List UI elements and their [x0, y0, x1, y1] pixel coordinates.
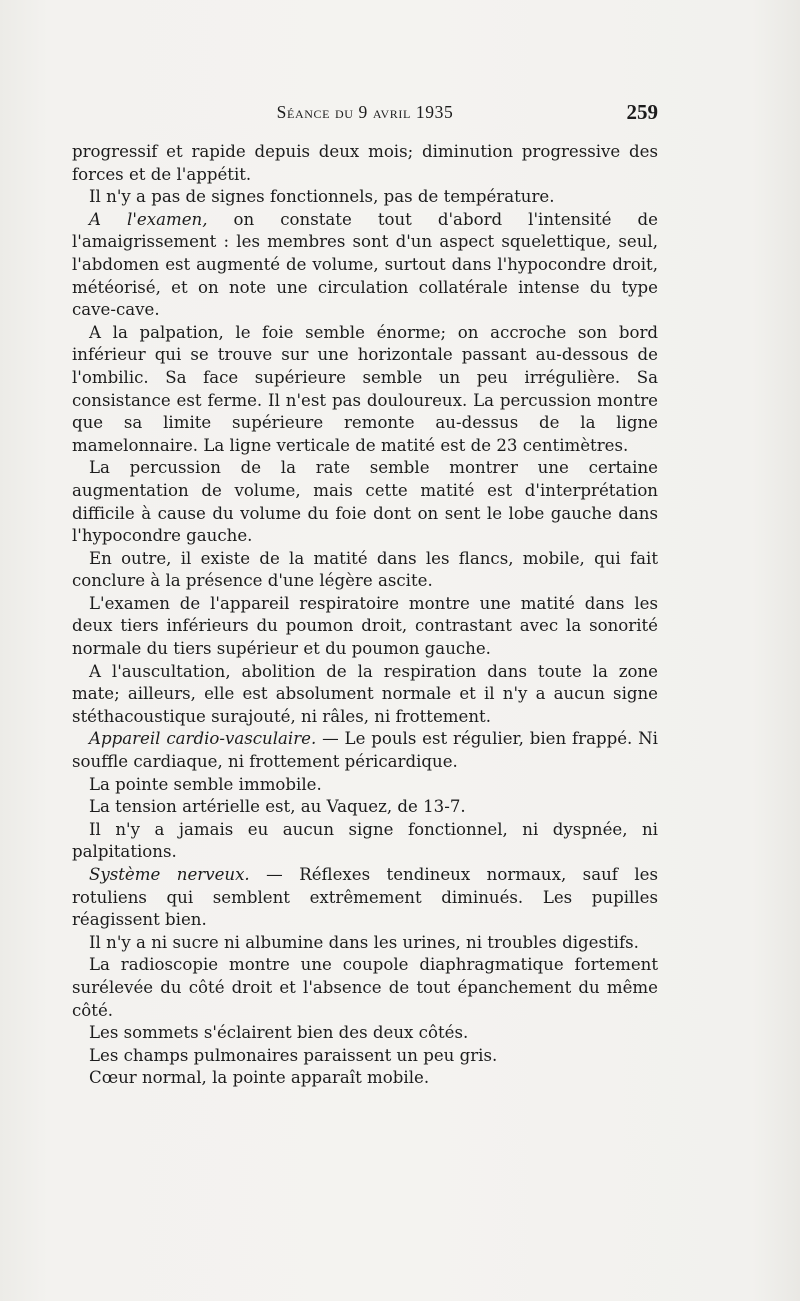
running-title-rest: éance du 9 avril 1935: [287, 102, 454, 122]
paragraph: Cœur normal, la pointe apparaît mobile.: [89, 1068, 430, 1088]
paragraph: La percussion de la rate semble montrer une certaine augmentation de volume, mais cette matité est d'interprétation difficile à cause du volume du foie dont on sent le lobe gauche dans l'hypocondre gauche.: [72, 458, 658, 546]
running-header: [72, 100, 658, 126]
paragraph: Il n'y a pas de signes fonctionnels, pas de température.: [89, 187, 555, 207]
paragraph: La pointe semble immobile.: [89, 774, 322, 794]
paragraph: Les champs pulmonaires paraissent un peu gris.: [89, 1045, 498, 1065]
paragraph: Les sommets s'éclairent bien des deux côtés.: [89, 1023, 469, 1043]
paragraph: Système nerveux. — Réflexes tendineux normaux, sauf les rotuliens qui semblent extrêmement diminués. Les pupilles réagissent bien.: [72, 865, 659, 930]
paragraph: A la palpation, le foie semble énorme; on accroche son bord inférieur qui se trouve sur une horizontale passant au-dessous de l'ombilic. Sa face supérieure semble un peu irrégulière. Sa consistance est ferme. Il n'est pas douloureux. La percussion montre que sa limite supérieure remonte au-dessus de la ligne mamelonnaire. La ligne verticale de matité est de 23 centimètres.: [72, 322, 658, 455]
body-text: [72, 141, 658, 1090]
paragraph: La tension artérielle est, au Vaquez, de 13-7.: [89, 797, 466, 817]
paragraph: Appareil cardio-vasculaire. — Le pouls est régulier, bien frappé. Ni souffle cardiaque, ni frottement péricardique.: [72, 729, 658, 772]
paragraph-lead: Appareil cardio-vasculaire.: [89, 729, 317, 749]
page-number: 259: [626, 100, 658, 124]
paragraph-lead: A l'examen,: [89, 209, 208, 229]
running-title: [72, 102, 658, 123]
paragraph: A l'auscultation, abolition de la respiration dans toute la zone mate; ailleurs, elle est absolument normale et il n'y a aucun signe stéthacoustique surajouté, ni râles, ni frottement.: [72, 661, 658, 726]
paragraph: progressif et rapide depuis deux mois; diminution progressive des forces et de l'appétit.: [72, 142, 658, 184]
paragraph-lead: Système nerveux.: [89, 865, 250, 884]
paragraph: Il n'y a jamais eu aucun signe fonctionnel, ni dyspnée, ni palpitations.: [72, 819, 658, 862]
paragraph: En outre, il existe de la matité dans les flancs, mobile, qui fait conclure à la présence d'une légère ascite.: [72, 548, 658, 591]
paragraph: Il n'y a ni sucre ni albumine dans les urines, ni troubles digestifs.: [89, 932, 639, 952]
running-title-initial: S: [276, 102, 288, 122]
paragraph: L'examen de l'appareil respiratoire montre une matité dans les deux tiers inférieurs du poumon droit, contrastant avec la sonorité normale du tiers supérieur et du poumon gauche.: [72, 593, 658, 659]
paragraph: A l'examen, on constate tout d'abord l'intensité de l'amaigrissement : les membres sont d'un aspect squelettique, seul, l'abdomen est augmenté de volume, surtout dans l'hypocondre droit, météorisé, et on note une circulation collatérale intense du type cave-cave.: [72, 209, 658, 320]
paragraph: La radioscopie montre une coupole diaphragmatique fortement surélevée du côté droit et l'absence de tout épanchement du même côté.: [72, 955, 658, 1020]
